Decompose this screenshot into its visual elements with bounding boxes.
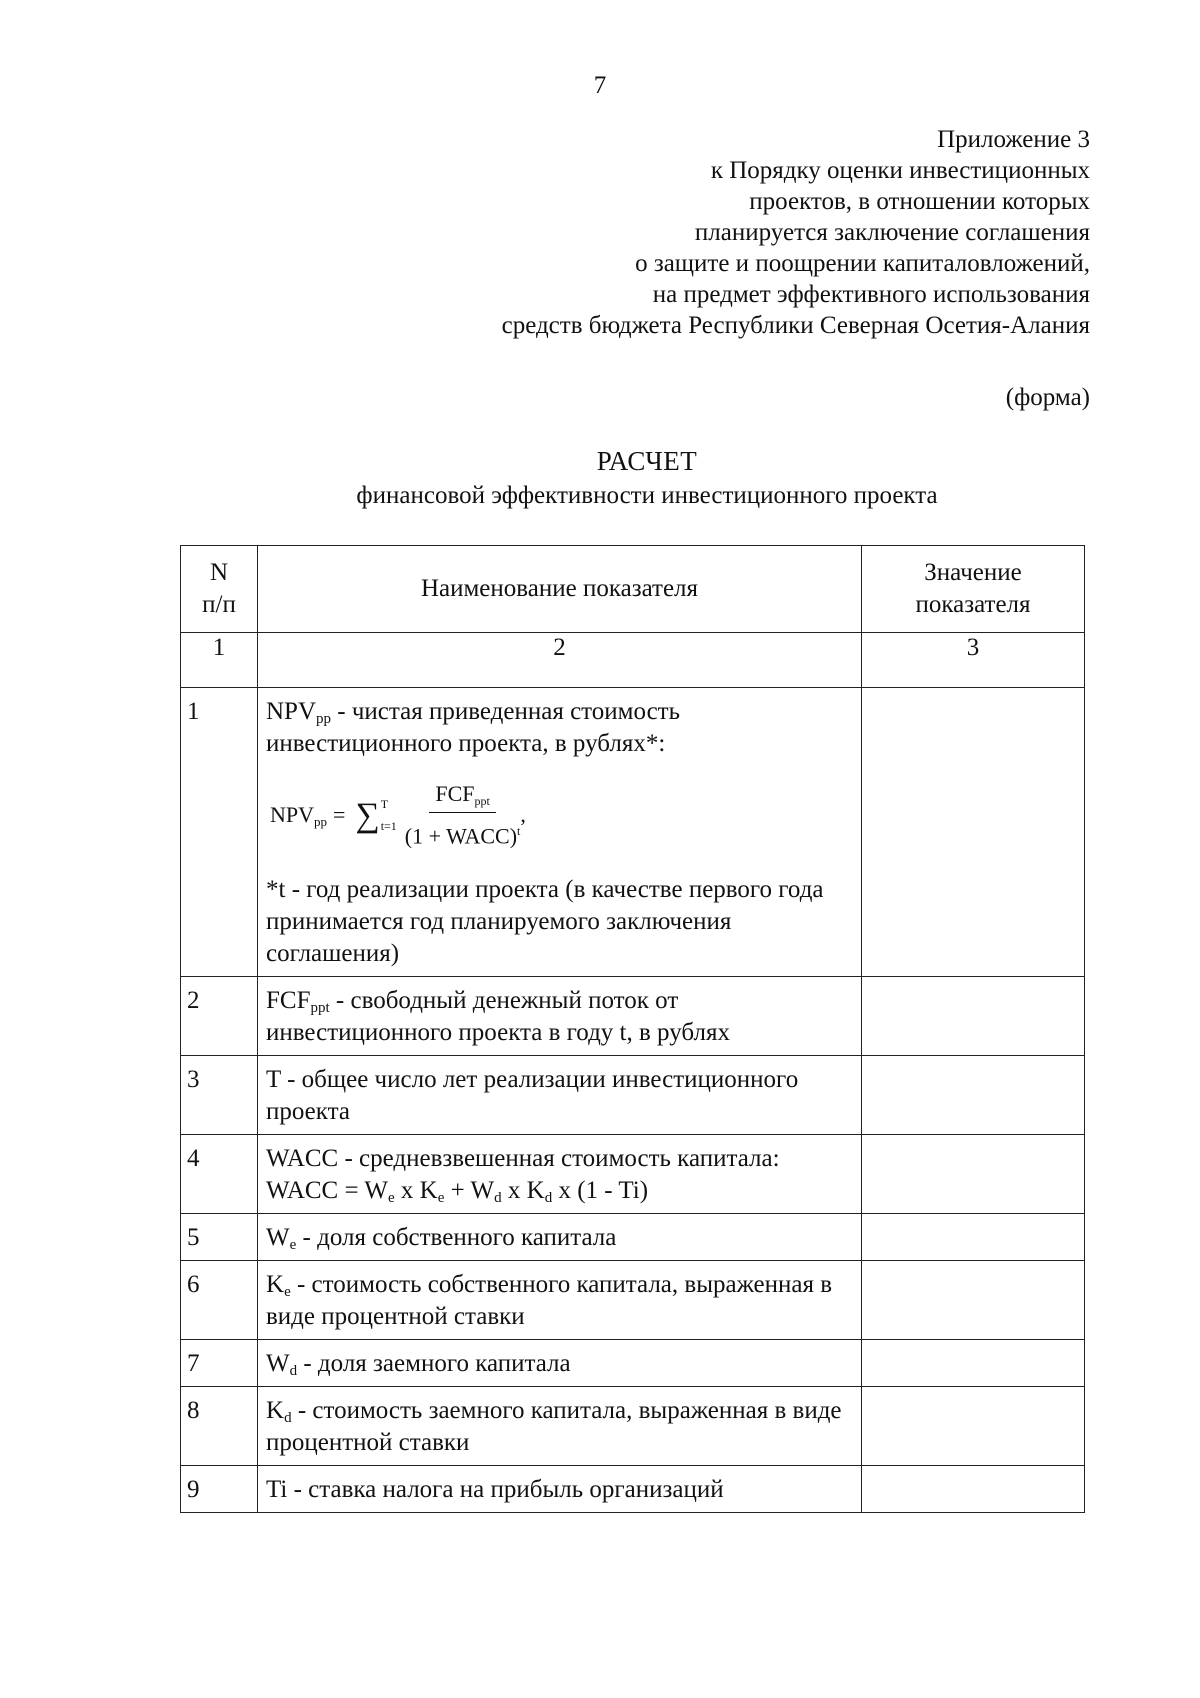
row-number: 5: [181, 1214, 258, 1261]
column-number: 3: [862, 633, 1085, 688]
appendix-line: средств бюджета Республики Северная Осетия-Алания: [501, 312, 1090, 339]
indicator-value[interactable]: [862, 1261, 1085, 1340]
form-note: (форма): [1005, 384, 1090, 411]
npv-formula: [270, 778, 853, 852]
indicator-description: - чистая приведенная стоимость инвестиционного проекта, в рублях*:: [266, 698, 681, 757]
sigma-glyph: ∑: [355, 797, 380, 835]
wacc-part: x (1 - Ti): [552, 1177, 649, 1205]
indicator-value[interactable]: [862, 688, 1085, 977]
wacc-part: x K: [394, 1177, 438, 1205]
indicator-name: [258, 1135, 862, 1214]
indicator-value[interactable]: [862, 1387, 1085, 1466]
indicator-description: - доля собственного капитала: [296, 1224, 617, 1252]
indicator-name: [258, 1214, 862, 1261]
wacc-subscript: d: [494, 1190, 502, 1207]
header-value-line2: показателя: [915, 591, 1031, 618]
indicator-symbol: W: [266, 1350, 290, 1378]
header-value-line1: Значение: [924, 559, 1022, 586]
indicator-description: WACC - средневзвешенная стоимость капитала:: [266, 1145, 780, 1173]
row-number: 7: [181, 1340, 258, 1387]
table-row: [181, 977, 1085, 1056]
indicator-value[interactable]: [862, 977, 1085, 1056]
indicator-name: [258, 1387, 862, 1466]
appendix-line: проектов, в отношении которых: [749, 188, 1090, 215]
indicator-description: - доля заемного капитала: [297, 1350, 571, 1378]
indicator-name: [258, 1340, 862, 1387]
indicator-name: [258, 1261, 862, 1340]
appendix-line: планируется заключение соглашения: [694, 219, 1090, 246]
indicator-name: [258, 688, 862, 977]
column-number: 2: [258, 633, 862, 688]
table-row: [181, 1261, 1085, 1340]
calculation-table: [180, 545, 1085, 1513]
denominator-exponent: t: [517, 824, 521, 838]
appendix-line: на предмет эффективного использования: [652, 281, 1090, 308]
table-header-row: [181, 546, 1085, 633]
fraction-denominator: [405, 813, 521, 852]
header-number: [181, 546, 258, 633]
indicator-value[interactable]: [862, 1340, 1085, 1387]
column-number-row: [181, 633, 1085, 688]
row-number: 6: [181, 1261, 258, 1340]
indicator-value[interactable]: [862, 1466, 1085, 1513]
footnote-text: *t - год реализации проекта (в качестве первого года принимается год планируемого заключения соглашения): [266, 876, 824, 968]
indicator-value[interactable]: [862, 1214, 1085, 1261]
header-number-line1: N: [209, 559, 229, 586]
indicator-description: - свободный денежный поток от инвестиционного проекта в году t, в рублях: [266, 987, 730, 1047]
indicator-description: - стоимость собственного капитала, выраженная в виде процентной ставки: [266, 1271, 833, 1331]
wacc-subscript: d: [544, 1190, 553, 1207]
wacc-part: + W: [444, 1177, 495, 1205]
sigma-limits: [381, 797, 397, 833]
indicator-symbol: K: [266, 1271, 285, 1299]
numerator-subscript: ppt: [474, 794, 490, 808]
indicator-value[interactable]: [862, 1135, 1085, 1214]
indicator-name: T - общее число лет реализации инвестиционного проекта: [258, 1056, 862, 1135]
appendix-line: Приложение 3: [937, 126, 1090, 153]
row-number: 1: [181, 688, 258, 977]
table-row: [181, 1466, 1085, 1513]
wacc-subscript: e: [437, 1190, 445, 1207]
document-title: РАСЧЕТ: [596, 446, 698, 476]
sigma-lower: t=1: [380, 819, 397, 834]
header-indicator-name: Наименование показателя: [258, 546, 862, 633]
sigma-upper: T: [380, 797, 389, 812]
indicator-subscript: e: [284, 1284, 291, 1301]
row-number: 4: [181, 1135, 258, 1214]
page-number: 7: [593, 72, 607, 99]
indicator-subscript: ppt: [310, 1000, 330, 1017]
formula-lhs: [270, 799, 327, 831]
indicator-subscript: d: [289, 1363, 298, 1380]
header-indicator-value: [862, 546, 1085, 633]
table-row: [181, 688, 1085, 977]
indicator-subscript: d: [284, 1410, 292, 1427]
header-number-line2: п/п: [202, 591, 236, 618]
row-number: 2: [181, 977, 258, 1056]
denominator-text: (1 + WACC): [404, 823, 518, 849]
formula-equals: =: [333, 802, 346, 828]
sigma-symbol: [355, 797, 396, 833]
indicator-symbol: K: [266, 1397, 285, 1425]
row-number: 9: [181, 1466, 258, 1513]
row-number: 8: [181, 1387, 258, 1466]
indicator-symbol: W: [266, 1224, 290, 1252]
indicator-description: - стоимость заемного капитала, выраженная в виде процентной ставки: [266, 1397, 842, 1457]
indicator-value[interactable]: [862, 1056, 1085, 1135]
fraction-numerator: [429, 778, 496, 813]
indicator-name: [258, 977, 862, 1056]
table-row: [181, 1340, 1085, 1387]
wacc-subscript: e: [387, 1190, 395, 1207]
indicator-name: Ti - ставка налога на прибыль организаций: [258, 1466, 862, 1513]
table-row: [181, 1387, 1085, 1466]
table-row: [181, 1135, 1085, 1214]
row-number: 3: [181, 1056, 258, 1135]
appendix-line: о защите и поощрении капиталовложений,: [635, 250, 1090, 277]
wacc-formula: [266, 1175, 853, 1207]
indicator-subscript: pp: [316, 711, 332, 727]
formula-lhs-symbol: NPV: [270, 802, 315, 828]
formula-lhs-subscript: pp: [314, 814, 328, 830]
wacc-part: x K: [501, 1177, 545, 1205]
formula-comma: ,: [520, 802, 526, 828]
appendix-line: к Порядку оценки инвестиционных: [710, 157, 1090, 184]
indicator-symbol: NPV: [266, 698, 317, 725]
formula-fraction: [405, 778, 521, 852]
document-subtitle: финансовой эффективности инвестиционного проекта: [356, 482, 938, 509]
wacc-part: WACC = W: [266, 1177, 388, 1205]
indicator-subscript: e: [289, 1237, 297, 1254]
numerator-symbol: FCF: [435, 781, 475, 806]
table-row: [181, 1056, 1085, 1135]
indicator-symbol: FCF: [266, 987, 311, 1015]
appendix-header: [502, 124, 1090, 341]
column-number: 1: [181, 633, 258, 688]
indicator-text: [266, 696, 853, 760]
table-row: [181, 1214, 1085, 1261]
